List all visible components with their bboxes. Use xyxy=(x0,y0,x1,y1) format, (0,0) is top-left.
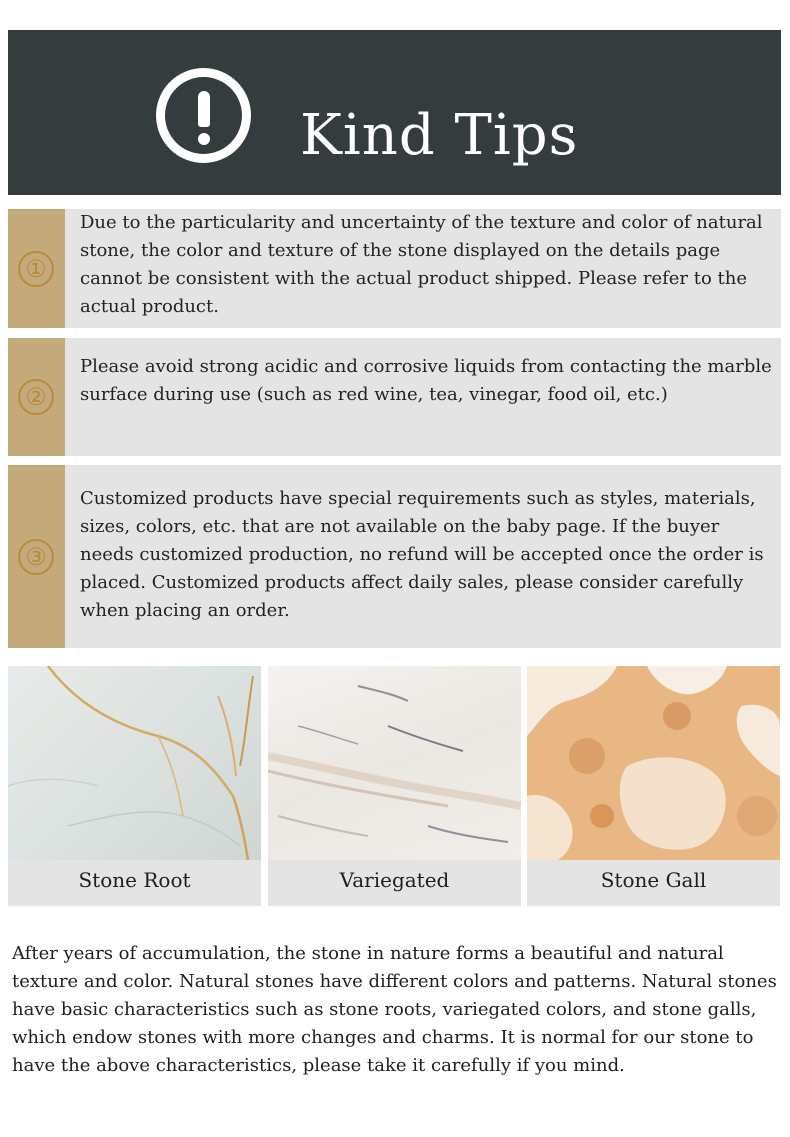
header-banner xyxy=(8,30,781,195)
stone-gall-image xyxy=(527,666,780,860)
footer-description: After years of accumulation, the stone in nature forms a beautiful and natural texture and color. Natural stones have different colors and patterns. Natural stones have basic characteristics such as stone roots, variegated colors, and stone galls, which endow stones with more changes and charms. It is normal for our stone to have the above characteristics, please take it carefully if you mind. xyxy=(12,943,777,1076)
swatch-caption: Variegated xyxy=(339,868,450,892)
swatch-caption: Stone Root xyxy=(78,868,191,892)
tip-number: ① xyxy=(18,251,54,287)
tip-number: ② xyxy=(18,379,54,415)
swatch-variegated xyxy=(268,666,521,906)
tip-item-3 xyxy=(8,465,781,648)
stone-root-image xyxy=(8,666,261,860)
swatch-stone-root xyxy=(8,666,261,906)
swatch-caption: Stone Gall xyxy=(600,868,707,892)
tip-item-1 xyxy=(8,209,781,328)
tip-text: Customized products have special requirements such as styles, materials, sizes, colors, etc. that are not available on the baby page. If the buyer needs customized production, no refund will be accepted once the order is placed. Customized products affect daily sales, please consider carefully when placing an order. xyxy=(80,488,764,621)
tip-text: Due to the particularity and uncertainty of the texture and color of natural stone, the color and texture of the stone displayed on the details page cannot be consistent with the actual product shipped. Please refer to the actual product. xyxy=(80,212,763,317)
tip-item-2 xyxy=(8,338,781,456)
tip-number-column xyxy=(8,465,65,648)
page-title: Kind Tips xyxy=(300,103,579,168)
tip-text: Please avoid strong acidic and corrosive liquids from contacting the marble surface during use (such as red wine, tea, vinegar, food oil, etc.) xyxy=(80,356,772,405)
exclamation-circle-icon xyxy=(156,68,251,163)
tip-number-column xyxy=(8,209,65,328)
tip-number-column xyxy=(8,338,65,456)
variegated-image xyxy=(268,666,521,860)
tip-number: ③ xyxy=(18,539,54,575)
swatch-stone-gall xyxy=(527,666,780,906)
